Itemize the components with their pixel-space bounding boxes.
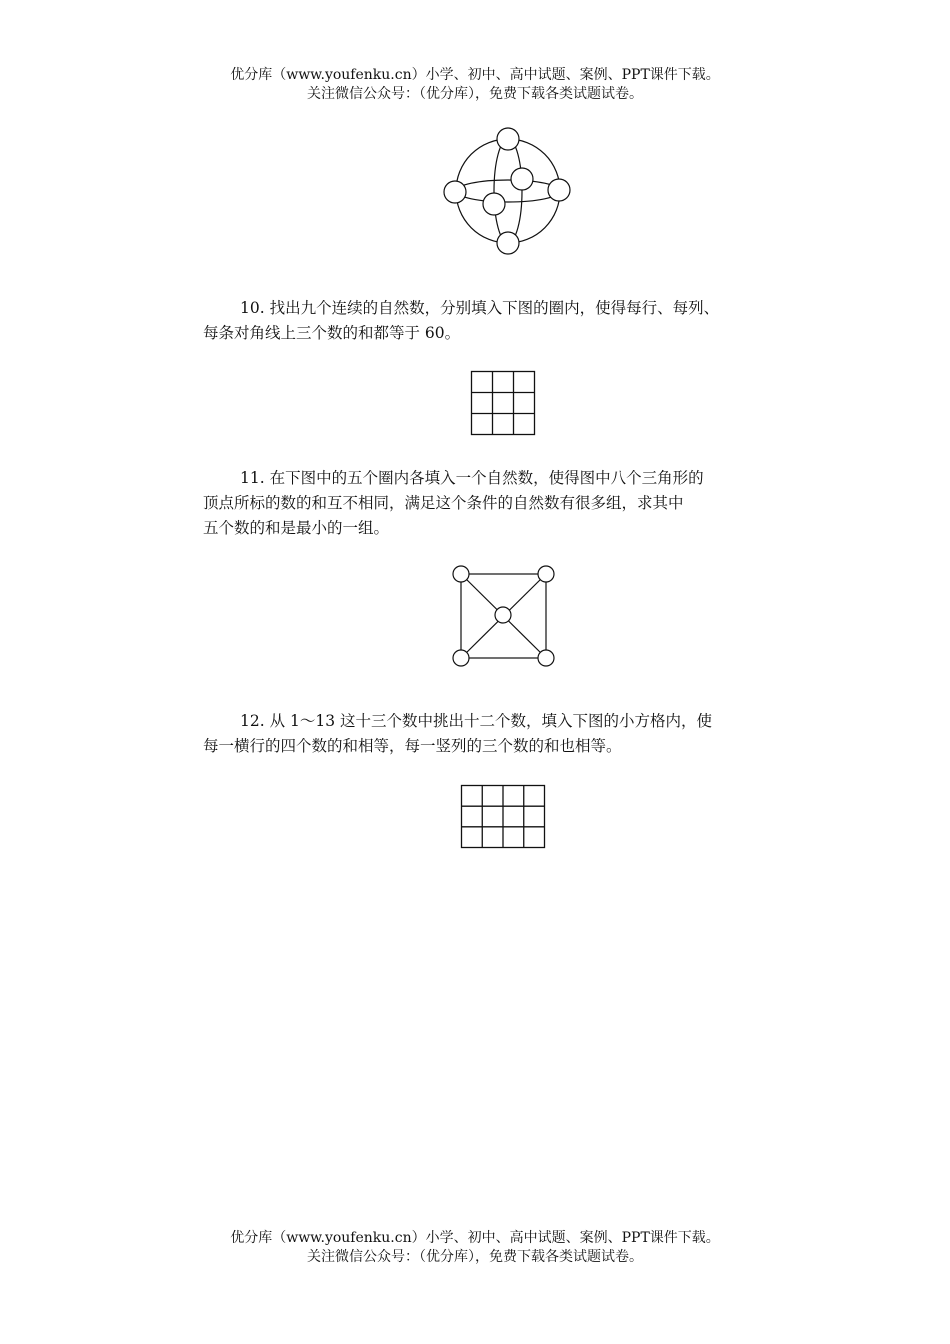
corner-bottom-left <box>453 650 469 666</box>
question-11-line-1: 11. 在下图中的五个圈内各填入一个自然数，使得图中八个三角形的 <box>240 469 704 487</box>
footer-line-2: 关注微信公众号：（优分库），免费下载各类试题试卷。 <box>307 1249 643 1265</box>
corner-bottom-right <box>538 650 554 666</box>
corner-top-left <box>453 566 469 582</box>
question-10-line-1: 10. 找出九个连续的自然数，分别填入下图的圈内，使得每行、每列、 <box>240 299 720 317</box>
page-header <box>0 66 950 104</box>
question-10 <box>203 296 823 346</box>
grid-3x3-diagram <box>470 370 536 436</box>
square-five-circles-diagram <box>450 563 558 669</box>
page-footer <box>0 1229 950 1267</box>
question-12-line-1: 12. 从 1～13 这十三个数中挑出十二个数，填入下图的小方格内，使 <box>240 712 713 730</box>
question-11-line-2: 顶点所标的数的和互不相同，满足这个条件的自然数有很多组，求其中 <box>203 494 684 512</box>
footer-line-1: 优分库（www.youfenku.cn）小学、初中、高中试题、案例、PPT课件下载。 <box>230 1230 720 1246</box>
question-11 <box>203 466 823 541</box>
circle-sphere-diagram <box>440 124 575 258</box>
question-11-line-3: 五个数的和是最小的一组。 <box>203 519 390 537</box>
node-left <box>444 181 466 203</box>
center-circle <box>495 607 511 623</box>
question-12 <box>203 709 823 759</box>
node-inner-lower <box>483 193 505 215</box>
header-line-1: 优分库（www.youfenku.cn）小学、初中、高中试题、案例、PPT课件下载。 <box>230 67 720 83</box>
node-right <box>548 179 570 201</box>
header-line-2: 关注微信公众号：（优分库），免费下载各类试题试卷。 <box>307 86 643 102</box>
corner-top-right <box>538 566 554 582</box>
node-top <box>497 128 519 150</box>
grid-4x3-diagram <box>460 784 546 849</box>
node-inner-upper <box>511 168 533 190</box>
question-12-line-2: 每一横行的四个数的和相等，每一竖列的三个数的和也相等。 <box>203 737 622 755</box>
node-bottom <box>497 232 519 254</box>
question-10-line-2: 每条对角线上三个数的和都等于 60。 <box>203 324 461 342</box>
